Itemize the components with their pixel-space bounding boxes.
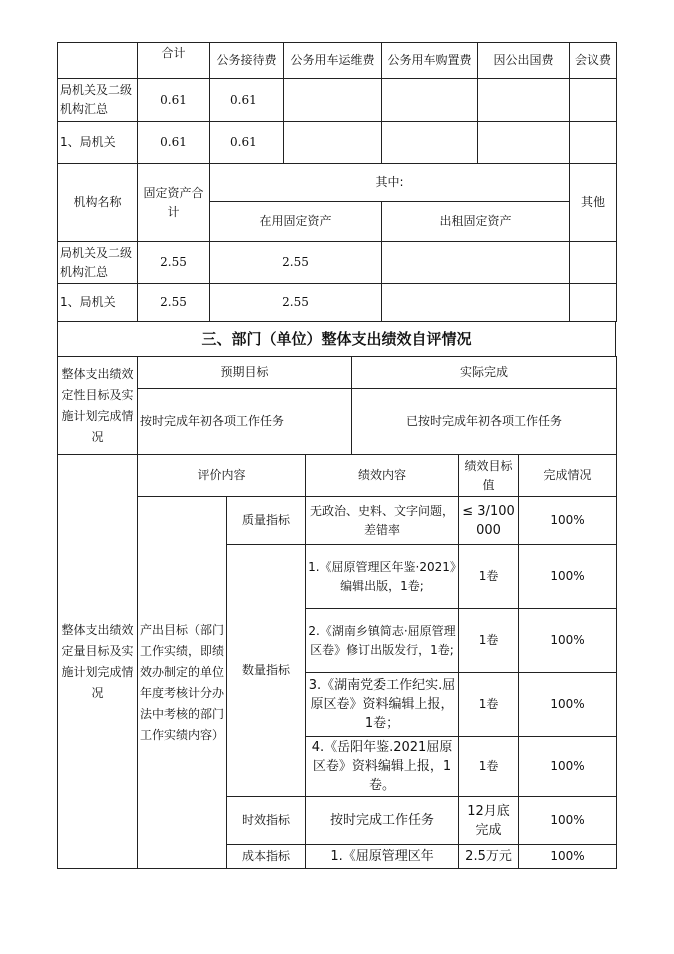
- cell-value: 0.61: [210, 79, 284, 122]
- actual-value: 已按时完成年初各项工作任务: [352, 389, 617, 455]
- cell-other: [570, 242, 617, 284]
- header-reception: 公务接待费: [210, 43, 284, 79]
- table-row: [58, 122, 617, 164]
- cell-value: [478, 122, 570, 164]
- target-header: 绩效目标值: [459, 455, 519, 497]
- quantitative-table: [57, 454, 617, 869]
- quantity-status: 100%: [519, 545, 617, 609]
- quantity-content: 1.《屈原管理区年鉴·2021》编辑出版，1卷;: [306, 545, 459, 609]
- row-name: 局机关及二级机构汇总: [58, 242, 138, 284]
- qualitative-label: 整体支出绩效定性目标及实施计划完成情况: [58, 357, 138, 455]
- quantity-content: 2.《湖南乡镇简志·屈原管理区卷》修订出版发行，1卷;: [306, 609, 459, 673]
- timeliness-label: 时效指标: [227, 797, 306, 845]
- quantity-status: 100%: [519, 737, 617, 797]
- cell-value: [570, 122, 617, 164]
- cell-rented: [382, 284, 570, 322]
- cell-value: [382, 79, 478, 122]
- cell-value: 0.61: [138, 79, 210, 122]
- cell-rented: [382, 242, 570, 284]
- cost-status: 100%: [519, 845, 617, 869]
- quantity-status: 100%: [519, 673, 617, 737]
- table-row: [58, 242, 617, 284]
- cell-value: [382, 122, 478, 164]
- quality-content: 无政治、史料、文字问题，差错率: [306, 497, 459, 545]
- header-in-use: 在用固定资产: [210, 202, 382, 242]
- quantity-target: 1卷: [459, 737, 519, 797]
- quantity-content: 3.《湖南党委工作纪实.屈原区卷》资料编辑上报，1卷；: [306, 673, 459, 737]
- status-header: 完成情况: [519, 455, 617, 497]
- section-title-table: [57, 321, 616, 357]
- cell-in-use: 2.55: [210, 242, 382, 284]
- cell-value: [284, 79, 382, 122]
- row-name: 1、局机关: [58, 284, 138, 322]
- cost-content: 1.《屈原管理区年: [306, 845, 459, 869]
- table-row: [58, 284, 617, 322]
- cost-label: 成本指标: [227, 845, 306, 869]
- header-among: 其中:: [210, 164, 570, 202]
- expected-value: 按时完成年初各项工作任务: [138, 389, 352, 455]
- cell-value: 0.61: [210, 122, 284, 164]
- quality-status: 100%: [519, 497, 617, 545]
- quantity-label: 数量指标: [227, 545, 306, 797]
- cost-target: 2.5万元: [459, 845, 519, 869]
- cell-other: [570, 284, 617, 322]
- quantity-status: 100%: [519, 609, 617, 673]
- quantity-target: 1卷: [459, 609, 519, 673]
- cell-total: 2.55: [138, 284, 210, 322]
- header-org-name: 机构名称: [58, 164, 138, 242]
- output-label: 产出目标（部门工作实绩，即绩效办制定的单位年度考核计分办法中考核的部门工作实绩内容）: [138, 497, 227, 869]
- cell-value: [478, 79, 570, 122]
- header-overseas: 因公出国费: [478, 43, 570, 79]
- cell-value: 0.61: [138, 122, 210, 164]
- header-other: 其他: [570, 164, 617, 242]
- fixed-asset-table: [57, 163, 617, 322]
- quality-target: ≤ 3/100000: [459, 497, 519, 545]
- row-name: 1、局机关: [58, 122, 138, 164]
- document-page: [57, 42, 616, 869]
- header-meeting: 会议费: [570, 43, 617, 79]
- corner-cell: [58, 43, 138, 79]
- expected-header: 预期目标: [138, 357, 352, 389]
- quantity-content: 4.《岳阳年鉴.2021屈原区卷》资料编辑上报，1卷。: [306, 737, 459, 797]
- header-car-maintenance: 公务用车运维费: [284, 43, 382, 79]
- header-car-purchase: 公务用车购置费: [382, 43, 478, 79]
- quantity-target: 1卷: [459, 545, 519, 609]
- timeliness-content: 按时完成工作任务: [306, 797, 459, 845]
- cell-value: [570, 79, 617, 122]
- expense-table: [57, 42, 617, 164]
- qualitative-table: [57, 356, 617, 455]
- header-fixed-total: 固定资产合计: [138, 164, 210, 242]
- eval-header: 评价内容: [138, 455, 306, 497]
- actual-header: 实际完成: [352, 357, 617, 389]
- header-rented: 出租固定资产: [382, 202, 570, 242]
- timeliness-status: 100%: [519, 797, 617, 845]
- timeliness-target: 12月底完成: [459, 797, 519, 845]
- content-header: 绩效内容: [306, 455, 459, 497]
- header-total: 合计: [138, 43, 210, 79]
- cell-value: [284, 122, 382, 164]
- row-name: 局机关及二级机构汇总: [58, 79, 138, 122]
- table-row: [58, 79, 617, 122]
- quality-label: 质量指标: [227, 497, 306, 545]
- section-title: 三、部门（单位）整体支出绩效自评情况: [58, 322, 616, 357]
- cell-total: 2.55: [138, 242, 210, 284]
- quantity-target: 1卷: [459, 673, 519, 737]
- quantitative-label: 整体支出绩效定量目标及实施计划完成情况: [58, 455, 138, 869]
- cell-in-use: 2.55: [210, 284, 382, 322]
